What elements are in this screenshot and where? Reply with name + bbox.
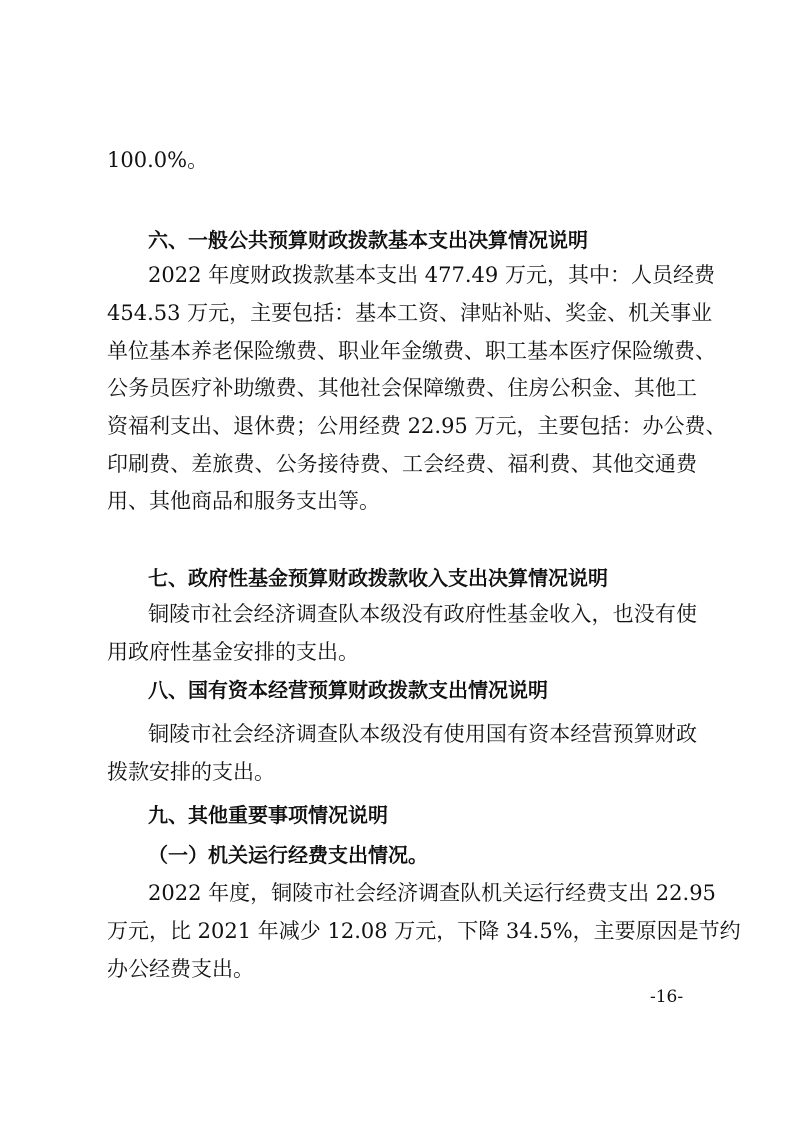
section-6-line-5: 资福利支出、退休费；公用经费 22.95 万元，主要包括：办公费、 <box>107 414 727 438</box>
section-7-heading: 七、政府性基金预算财政拨款收入支出决算情况说明 <box>148 566 608 590</box>
section-6-line-2: 454.53 万元，主要包括：基本工资、津贴补贴、奖金、机关事业 <box>107 301 713 325</box>
subsection-1-line-3: 办公经费支出。 <box>107 957 254 981</box>
section-7-line-2: 用政府性基金安排的支出。 <box>107 640 359 664</box>
carryover-line: 100.0%。 <box>107 148 209 172</box>
subsection-1-heading: （一）机关运行经费支出情况。 <box>148 843 428 867</box>
section-6-line-1: 2022 年度财政拨款基本支出 477.49 万元，其中：人员经费 <box>148 263 715 287</box>
section-6-line-6: 印刷费、差旅费、公务接待费、工会经费、福利费、其他交通费 <box>107 452 697 476</box>
section-6-heading: 六、一般公共预算财政拨款基本支出决算情况说明 <box>148 228 588 252</box>
subsection-1-line-2: 万元，比 2021 年减少 12.08 万元，下降 34.5%，主要原因是节约 <box>107 919 741 943</box>
section-6-line-4: 公务员医疗补助缴费、其他社会保障缴费、住房公积金、其他工 <box>107 376 697 400</box>
section-8-line-1: 铜陵市社会经济调查队本级没有使用国有资本经营预算财政 <box>148 722 697 746</box>
subsection-1-line-1: 2022 年度，铜陵市社会经济调查队机关运行经费支出 22.95 <box>148 881 716 905</box>
section-8-line-2: 拨款安排的支出。 <box>107 760 275 784</box>
section-6-line-7: 用、其他商品和服务支出等。 <box>107 489 380 513</box>
section-9-heading: 九、其他重要事项情况说明 <box>148 803 388 827</box>
page-number: -16- <box>650 987 684 1007</box>
section-8-heading: 八、国有资本经营预算财政拨款支出情况说明 <box>148 678 548 702</box>
section-7-line-1: 铜陵市社会经济调查队本级没有政府性基金收入，也没有使 <box>148 602 697 626</box>
section-6-line-3: 单位基本养老保险缴费、职业年金缴费、职工基本医疗保险缴费、 <box>107 339 716 363</box>
